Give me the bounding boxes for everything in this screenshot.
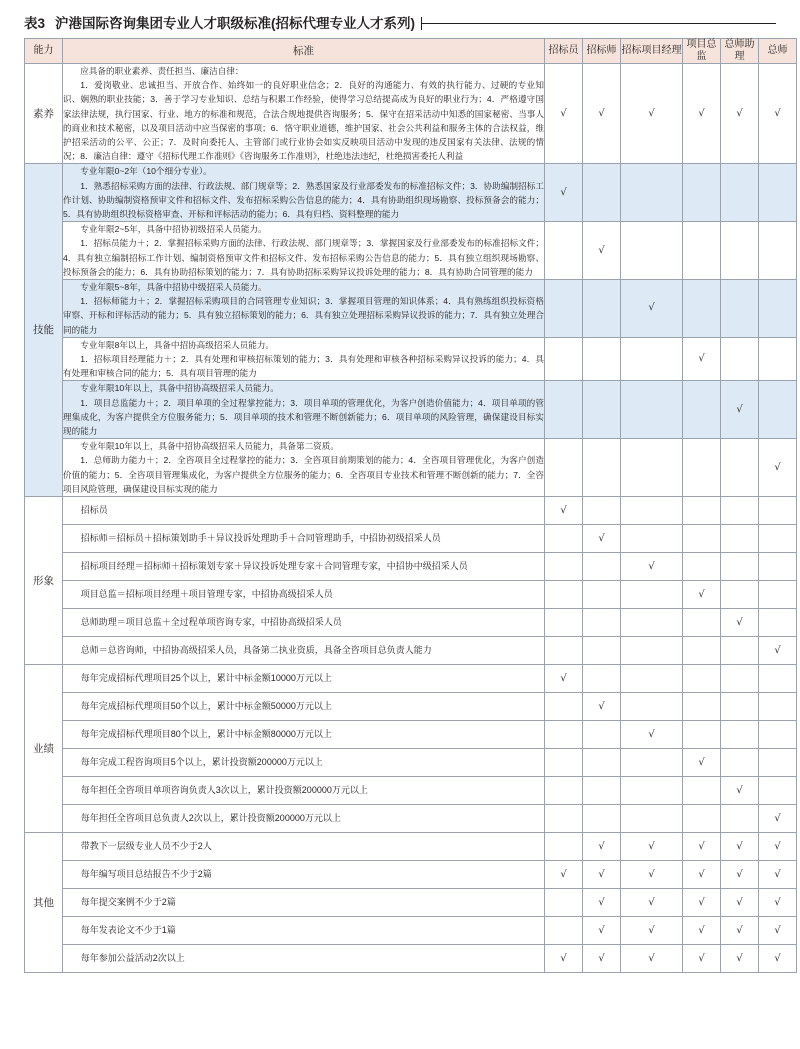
check-cell-总师助理 [721,525,759,553]
check-cell-招标项目经理 [621,805,683,833]
check-mark-icon: √ [774,896,781,908]
check-mark-icon: √ [698,756,705,768]
check-cell-项目总监 [683,833,721,861]
check-cell-招标师 [583,609,621,637]
check-cell-招标师 [583,637,621,665]
check-cell-招标师 [583,581,621,609]
check-cell-项目总监 [683,525,721,553]
check-cell-项目总监 [683,553,721,581]
check-cell-招标员 [545,280,583,338]
standard-cell [63,337,545,381]
check-cell-招标员 [545,525,583,553]
check-cell-总师 [759,581,797,609]
table-row [25,497,797,525]
table-row [25,861,797,889]
check-cell-招标员 [545,833,583,861]
check-cell-项目总监 [683,777,721,805]
standard-cell: 每年完成招标代理项目50个以上，累计中标金额50000万元以上 [63,693,545,721]
check-cell-招标员 [545,64,583,164]
check-cell-招标项目经理 [621,945,683,973]
check-cell-项目总监 [683,164,721,222]
check-cell-招标员 [545,497,583,525]
check-cell-招标员 [545,777,583,805]
table-row [25,665,797,693]
table-row [25,64,797,164]
check-mark-icon: √ [598,244,605,256]
check-cell-总师 [759,609,797,637]
header-ability: 能力 [25,39,63,64]
standard-cell: 每年完成招标代理项目25个以上，累计中标金额10000万元以上 [63,665,545,693]
check-mark-icon: √ [648,868,655,880]
check-cell-总师 [759,280,797,338]
check-mark-icon: √ [736,840,743,852]
check-cell-招标员 [545,945,583,973]
check-cell-总师 [759,337,797,381]
check-cell-招标师 [583,693,621,721]
check-mark-icon: √ [560,868,567,880]
standard-line: 专业年限2~5年，具备中招协初级招采人员能力。 [80,224,267,235]
check-cell-招标师 [583,439,621,497]
check-cell-总师助理 [721,889,759,917]
check-cell-招标项目经理 [621,861,683,889]
check-mark-icon: √ [560,107,567,119]
table-caption [24,14,776,34]
check-cell-总师 [759,497,797,525]
check-cell-总师 [759,693,797,721]
check-mark-icon: √ [736,952,743,964]
check-mark-icon: √ [648,840,655,852]
check-mark-icon: √ [698,353,705,365]
check-cell-总师助理 [721,222,759,280]
table-row [25,917,797,945]
table-row [25,805,797,833]
check-mark-icon: √ [698,840,705,852]
check-mark-icon: √ [736,784,743,796]
check-cell-总师 [759,64,797,164]
header-level-3: 项目总监 [683,39,721,64]
standard-line: 1．招标项目经理能力＋；2．具有处理和审核招标策划的能力；3．具有处理和审核各种招标采购异议投诉的能力；4．具有处理和审核合同的能力；5．具有项目管理的能力 [63,354,544,379]
check-cell-总师 [759,889,797,917]
standard-cell: 总师＝总咨询师，中招协高级招采人员，具备第二执业资质，具备全咨项目总负责人能力 [63,637,545,665]
check-mark-icon: √ [698,896,705,908]
check-cell-项目总监 [683,609,721,637]
table-row [25,553,797,581]
standard-cell: 招标师＝招标员＋招标策划助手＋异议投诉处理助手＋合同管理助手，中招协初级招采人员 [63,525,545,553]
standard-cell: 招标项目经理＝招标师＋招标策划专家＋异议投诉处理专家＋合同管理专家，中招协中级招采人员 [63,553,545,581]
check-mark-icon: √ [598,896,605,908]
standard-cell: 每年提交案例不少于2篇 [63,889,545,917]
check-cell-总师助理 [721,777,759,805]
check-cell-招标员 [545,693,583,721]
check-mark-icon: √ [774,924,781,936]
standard-line: 专业年限10年以上，具备中招协高级招采人员能力，具备第二资质。 [80,441,339,452]
check-cell-项目总监 [683,581,721,609]
check-cell-招标员 [545,553,583,581]
check-cell-总师助理 [721,164,759,222]
check-mark-icon: √ [648,924,655,936]
check-mark-icon: √ [774,952,781,964]
check-mark-icon: √ [736,616,743,628]
standard-cell: 每年担任全咨项目单项咨询负责人3次以上，累计投资额200000万元以上 [63,777,545,805]
check-cell-总师 [759,637,797,665]
header-level-4: 总师助理 [721,39,759,64]
check-mark-icon: √ [736,896,743,908]
table-row [25,945,797,973]
standard-cell: 每年编写项目总结报告不少于2篇 [63,861,545,889]
table-body [25,64,797,973]
check-mark-icon: √ [598,532,605,544]
check-cell-总师助理 [721,665,759,693]
check-cell-招标项目经理 [621,749,683,777]
check-cell-招标员 [545,749,583,777]
check-cell-总师助理 [721,693,759,721]
standard-line: 1．招标师能力＋；2．掌握招标采购项目的合同管理专业知识；3．掌握项目管理的知识体系；4．具有熟练组织投标资格审察、开标和评标活动的能力；5．具有独立招标策划的能力；6．具有独立处理招标采购异议投诉的能力；7．具有独立处理合同的能力 [63,296,544,335]
check-mark-icon: √ [698,868,705,880]
check-mark-icon: √ [560,672,567,684]
header-row [25,39,797,64]
check-cell-招标师 [583,665,621,693]
check-mark-icon: √ [648,302,655,314]
check-cell-招标项目经理 [621,525,683,553]
caption-rule [421,14,776,34]
group-label-业绩: 业绩 [25,665,63,833]
check-cell-项目总监 [683,889,721,917]
check-cell-项目总监 [683,64,721,164]
check-cell-招标师 [583,917,621,945]
check-cell-项目总监 [683,861,721,889]
check-cell-招标项目经理 [621,497,683,525]
standard-cell: 每年完成工程咨询项目5个以上，累计投资额200000万元以上 [63,749,545,777]
check-cell-总师 [759,945,797,973]
check-mark-icon: √ [648,896,655,908]
check-mark-icon: √ [774,868,781,880]
check-cell-招标员 [545,637,583,665]
standard-line: 应具备的职业素养、责任担当、廉洁自律： [80,66,244,76]
check-cell-总师助理 [721,609,759,637]
check-mark-icon: √ [774,840,781,852]
check-cell-项目总监 [683,945,721,973]
check-mark-icon: √ [598,868,605,880]
check-cell-总师助理 [721,721,759,749]
standard-line: 1．项目总监能力＋；2．项目单项的全过程掌控能力；3．项目单项的管理优化，为客户创造价值能力；4．项目单项的管理集成化，为客户提供全方位服务能力；5．项目单项的技术和管理不断创新能力；6．项目单项的风险管理，确保建设目标实现的能力 [63,397,544,437]
check-cell-项目总监 [683,665,721,693]
check-cell-招标项目经理 [621,381,683,439]
check-mark-icon: √ [560,186,567,198]
check-cell-项目总监 [683,693,721,721]
check-cell-招标项目经理 [621,665,683,693]
check-cell-招标师 [583,945,621,973]
standard-cell [63,439,545,497]
standard-cell: 每年参加公益活动2次以上 [63,945,545,973]
table-caption-text: 沪港国际咨询集团专业人才职级标准(招标代理专业人才系列) [55,16,416,31]
check-cell-项目总监 [683,381,721,439]
check-cell-总师 [759,805,797,833]
group-label-技能: 技能 [25,164,63,497]
check-cell-项目总监 [683,637,721,665]
standard-cell [63,222,545,280]
check-cell-项目总监 [683,749,721,777]
group-label-其他: 其他 [25,833,63,973]
check-mark-icon: √ [736,924,743,936]
table-row [25,439,797,497]
check-mark-icon: √ [648,560,655,572]
check-cell-项目总监 [683,497,721,525]
table-row [25,381,797,439]
check-cell-招标师 [583,861,621,889]
standard-line: 1．熟悉招标采购方面的法律、行政法规、部门规章等；2．熟悉国家及行业部委发布的标准招标文件；3．协助编制招标工作计划、协助编制资格预审文件和招标文件、发布招标采购公告信息的能力；4．具有协助组织现场勘察、投标预备会的能力；5．具有协助组织投标资格审查、开标和评标活动的能力；6．具有归档、资料整理的能力 [63,180,544,220]
header-level-5: 总师 [759,39,797,64]
check-cell-总师 [759,721,797,749]
check-cell-总师 [759,222,797,280]
check-mark-icon: √ [648,728,655,740]
check-cell-总师助理 [721,945,759,973]
standard-cell: 每年担任全咨项目总负责人2次以上，累计投资额200000万元以上 [63,805,545,833]
table-row [25,777,797,805]
check-cell-项目总监 [683,337,721,381]
check-cell-招标员 [545,439,583,497]
header-level-1: 招标师 [583,39,621,64]
check-cell-招标项目经理 [621,693,683,721]
check-cell-招标师 [583,497,621,525]
check-cell-招标师 [583,64,621,164]
check-cell-招标师 [583,280,621,338]
group-label-形象: 形象 [25,497,63,665]
standard-cell [63,280,545,338]
check-mark-icon: √ [698,107,705,119]
check-cell-招标员 [545,721,583,749]
check-mark-icon: √ [560,952,567,964]
standard-line: 专业年限0~2年（10个细分专业）。 [80,166,212,177]
check-cell-招标师 [583,889,621,917]
check-mark-icon: √ [598,924,605,936]
check-cell-招标员 [545,665,583,693]
check-mark-icon: √ [598,107,605,119]
standard-cell [63,381,545,439]
table-row [25,889,797,917]
check-cell-总师 [759,665,797,693]
check-cell-招标项目经理 [621,222,683,280]
table-row [25,609,797,637]
check-cell-总师助理 [721,805,759,833]
standard-cell: 项目总监＝招标项目经理＋项目管理专家，中招协高级招采人员 [63,581,545,609]
check-cell-总师助理 [721,861,759,889]
check-mark-icon: √ [598,952,605,964]
table-caption-number: 表3 [24,16,46,31]
check-cell-招标师 [583,337,621,381]
check-cell-招标师 [583,805,621,833]
group-label-素养: 素养 [25,64,63,164]
check-cell-招标师 [583,833,621,861]
check-cell-招标员 [545,889,583,917]
check-mark-icon: √ [774,461,781,473]
standard-cell: 总师助理＝项目总监＋全过程单项咨询专家，中招协高级招采人员 [63,609,545,637]
check-cell-招标项目经理 [621,777,683,805]
check-cell-项目总监 [683,805,721,833]
check-cell-总师助理 [721,439,759,497]
check-cell-招标项目经理 [621,833,683,861]
check-cell-总师助理 [721,917,759,945]
check-cell-招标项目经理 [621,439,683,497]
standard-cell: 招标员 [63,497,545,525]
header-standard: 标准 [63,39,545,64]
check-cell-项目总监 [683,439,721,497]
check-cell-招标项目经理 [621,280,683,338]
check-cell-总师助理 [721,381,759,439]
check-cell-总师助理 [721,64,759,164]
check-cell-总师 [759,439,797,497]
check-cell-总师 [759,553,797,581]
standard-line: 专业年限10年以上，具备中招协高级招采人员能力。 [80,383,279,394]
table-row [25,721,797,749]
standard-cell [63,164,545,222]
standard-cell: 每年发表论文不少于1篇 [63,917,545,945]
header-level-2: 招标项目经理 [621,39,683,64]
check-cell-总师助理 [721,497,759,525]
check-cell-总师助理 [721,553,759,581]
check-cell-招标项目经理 [621,164,683,222]
check-cell-招标员 [545,609,583,637]
table-row [25,833,797,861]
check-cell-总师助理 [721,833,759,861]
check-mark-icon: √ [648,107,655,119]
check-mark-icon: √ [774,812,781,824]
check-cell-总师 [759,777,797,805]
standard-cell: 每年完成招标代理项目80个以上，累计中标金额80000万元以上 [63,721,545,749]
check-cell-项目总监 [683,721,721,749]
check-cell-总师助理 [721,637,759,665]
table-row [25,637,797,665]
check-cell-招标员 [545,222,583,280]
standard-cell [63,64,545,164]
check-cell-招标师 [583,381,621,439]
standard-line: 1．招标员能力＋；2．掌握招标采购方面的法律、行政法规、部门规章等；3．掌握国家及行业部委发布的标准招标文件；4．具有独立编制招标工作计划、编制资格预审文件和招标文件、发布招标采购公告信息的能力；5．具有独立组织现场勘察、投标预备会的能力；6．具有协助招标策划的能力；7．具有协助招标采购异议投诉处理的能力；8．具有协助合同管理的能力 [63,238,544,277]
standard-line: 专业年限5~8年，具备中招协中级招采人员能力。 [80,282,267,293]
check-cell-招标员 [545,381,583,439]
check-cell-总师 [759,525,797,553]
table-row [25,222,797,280]
check-cell-招标员 [545,917,583,945]
check-mark-icon: √ [698,952,705,964]
competency-standards-table [24,38,797,973]
check-cell-招标师 [583,222,621,280]
check-mark-icon: √ [736,107,743,119]
check-mark-icon: √ [774,644,781,656]
check-mark-icon: √ [698,924,705,936]
standard-cell: 带教下一层级专业人员不少于2人 [63,833,545,861]
check-cell-总师 [759,861,797,889]
table-row [25,164,797,222]
check-cell-项目总监 [683,280,721,338]
check-cell-招标项目经理 [621,64,683,164]
table-row [25,693,797,721]
table-row [25,337,797,381]
check-mark-icon: √ [598,700,605,712]
check-cell-招标项目经理 [621,337,683,381]
check-cell-总师 [759,164,797,222]
check-cell-招标员 [545,337,583,381]
check-cell-招标员 [545,805,583,833]
table-head [25,39,797,64]
check-cell-招标师 [583,777,621,805]
check-cell-招标员 [545,581,583,609]
check-mark-icon: √ [648,952,655,964]
check-cell-招标项目经理 [621,889,683,917]
check-mark-icon: √ [698,588,705,600]
check-cell-招标项目经理 [621,581,683,609]
check-cell-招标项目经理 [621,609,683,637]
check-mark-icon: √ [598,840,605,852]
table-row [25,581,797,609]
check-mark-icon: √ [736,868,743,880]
table-row [25,280,797,338]
table-row [25,525,797,553]
check-cell-招标师 [583,164,621,222]
check-cell-总师助理 [721,749,759,777]
check-cell-招标项目经理 [621,721,683,749]
check-cell-招标师 [583,749,621,777]
check-cell-招标项目经理 [621,917,683,945]
check-mark-icon: √ [774,107,781,119]
check-cell-招标师 [583,721,621,749]
check-cell-招标师 [583,553,621,581]
header-level-0: 招标员 [545,39,583,64]
check-cell-招标项目经理 [621,637,683,665]
check-cell-项目总监 [683,222,721,280]
standard-line: 1．总师助力能力＋；2．全咨项目全过程掌控的能力；3．全咨项目前期策划的能力；4．全咨项目管理优化，为客户创造价值的能力；5．全咨项目管理集成化，为客户提供全方位服务的能力；6．全咨项目专业技术和管理不断创新的能力；7．全咨项目风险管理，确保建设目标实现的能力 [63,455,544,494]
check-cell-总师 [759,381,797,439]
check-cell-总师助理 [721,581,759,609]
table-row [25,749,797,777]
check-cell-招标员 [545,861,583,889]
check-cell-总师 [759,833,797,861]
check-cell-招标师 [583,525,621,553]
check-cell-总师 [759,917,797,945]
standard-line: 1．爱岗敬业、忠诚担当、开放合作、始终如一的良好职业信念；2．良好的沟通能力、有效的执行能力、过硬的专业知识、娴熟的职业技能；3．善于学习专业知识、总结与积累工作经验，使得学习总结提高成为良好的职业行为；4．严格遵守国家法律法规，执行国家、行业、地方的标准和规范，合法合规地提供咨询服务；5．保守在招采活动中知悉的国家秘密、当事人的商业和技术秘密，以及项目活动中应当保密的事项；6．恪守职业道德，维护国家、社会公共利益和服务主体的合法权益，维护招采活动的公平、公正；7．及时向委托人、主管部门或行业协会如实反映项目活动中发现的违反国家有关法律、法规的情况；8．廉洁自律：遵守《招标代理工作准则》《咨询服务工作准则》，杜绝违法违纪，杜绝损害委托人利益 [63,80,544,162]
check-cell-招标员 [545,164,583,222]
check-mark-icon: √ [736,403,743,415]
check-mark-icon: √ [560,504,567,516]
check-cell-项目总监 [683,917,721,945]
standard-line: 专业年限8年以上，具备中招协高级招采人员能力。 [80,339,275,350]
check-cell-总师 [759,749,797,777]
check-cell-招标项目经理 [621,553,683,581]
check-cell-总师助理 [721,280,759,338]
check-cell-总师助理 [721,337,759,381]
